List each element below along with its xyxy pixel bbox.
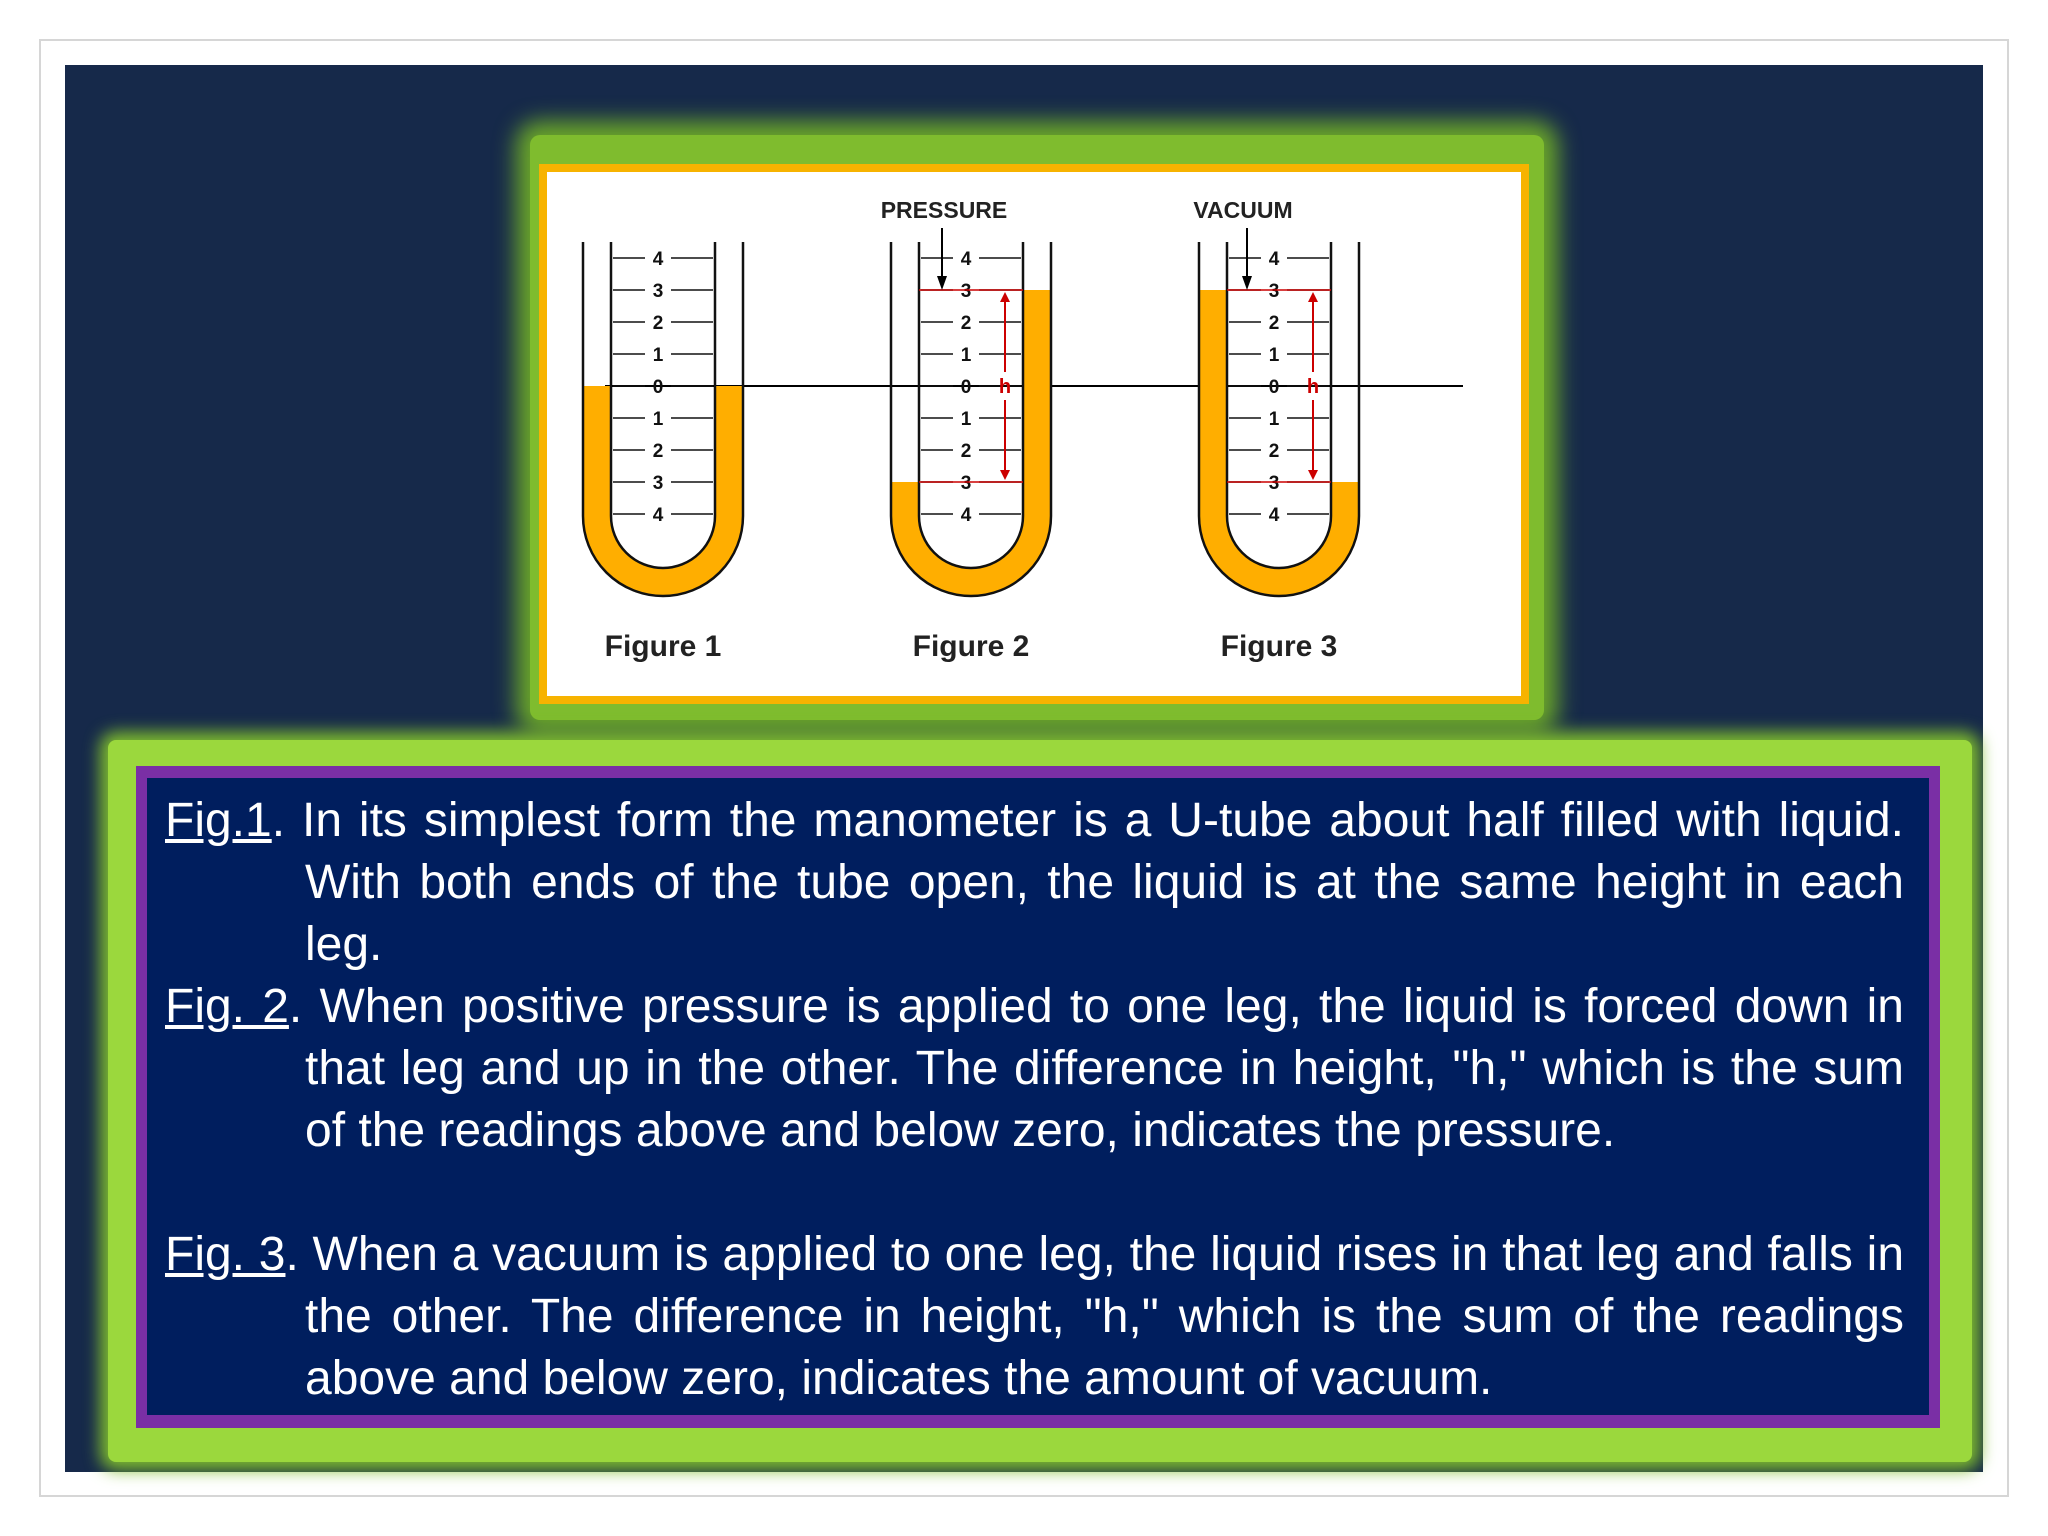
scale-label: 3 xyxy=(652,281,664,302)
fig2-label: Fig. 2 xyxy=(165,980,289,1033)
fig3-label: Fig. 3 xyxy=(165,1228,286,1281)
manometer-diagram xyxy=(539,164,1529,704)
liquid-left-leg xyxy=(583,386,611,516)
scale-label: 1 xyxy=(960,345,972,366)
scale-label: 1 xyxy=(652,345,664,366)
scale-label: 3 xyxy=(652,473,664,494)
fig3-body: . When a vacuum is applied to one leg, the liquid rises in that leg and falls in the other. The difference in height, "h," which is the sum of the readings above and below zero, indicates the amount of vacuum. xyxy=(285,1228,1905,1405)
figure-caption: Figure 1 xyxy=(604,630,722,663)
scale-label: 2 xyxy=(960,313,972,334)
scale-label: 2 xyxy=(960,441,972,462)
scale-label: 0 xyxy=(1268,377,1280,398)
liquid-left-leg xyxy=(891,482,919,516)
scale-label: 1 xyxy=(960,409,972,430)
scale-label: 2 xyxy=(1268,313,1280,334)
scale-label: 4 xyxy=(1268,505,1280,526)
h-arrow-up-head xyxy=(1308,292,1318,302)
fig2-body: . When positive pressure is applied to one leg, the liquid is forced down in that leg and up in the other. The difference in height, "h," which is the sum of the readings above and below zero, indicates the pressure. xyxy=(288,980,1905,1157)
liquid-right-leg xyxy=(1331,482,1359,516)
figure-caption: Figure 2 xyxy=(912,630,1030,663)
h-label: h xyxy=(998,376,1012,398)
pressure-label: PRESSURE xyxy=(880,197,1008,223)
scale-label: 2 xyxy=(652,313,664,334)
scale-label: 3 xyxy=(960,281,972,302)
h-label: h xyxy=(1306,376,1320,398)
vacuum-label: VACUUM xyxy=(1193,197,1293,223)
scale-label: 1 xyxy=(652,409,664,430)
scale-label: 4 xyxy=(960,505,972,526)
scale-label: 3 xyxy=(1268,473,1280,494)
vacuum-arrow xyxy=(1242,228,1252,290)
liquid-left-leg xyxy=(1199,290,1227,516)
scale-label: 3 xyxy=(1268,281,1280,302)
h-arrow-down-head xyxy=(1000,470,1010,480)
pressure-arrow xyxy=(937,228,947,290)
scale-label: 4 xyxy=(1268,249,1280,270)
h-arrow-down-head xyxy=(1308,470,1318,480)
scale-label: 4 xyxy=(652,249,664,270)
scale-label: 2 xyxy=(652,441,664,462)
fig1-body: . In its simplest form the manometer is a U-tube about half filled with liquid. With both ends of the tube open, the liquid is at the same height in each leg. xyxy=(271,794,1904,971)
fig2-description xyxy=(165,976,1904,1162)
scale-label: 0 xyxy=(960,377,972,398)
fig3-description xyxy=(165,1224,1904,1410)
scale-label: 4 xyxy=(652,505,664,526)
h-arrow-up-head xyxy=(1000,292,1010,302)
scale-label: 1 xyxy=(1268,409,1280,430)
scale-label: 0 xyxy=(652,377,664,398)
manometer-figure-2 xyxy=(891,242,1051,663)
scale-label: 1 xyxy=(1268,345,1280,366)
liquid-right-leg xyxy=(715,386,743,516)
manometer-svg xyxy=(547,172,1521,696)
liquid-right-leg xyxy=(1023,290,1051,516)
scale-label: 3 xyxy=(960,473,972,494)
scale-label: 4 xyxy=(960,249,972,270)
figure-caption: Figure 3 xyxy=(1220,630,1338,663)
manometer-figure-1 xyxy=(583,242,743,663)
fig1-description xyxy=(165,790,1904,976)
manometer-figure-3 xyxy=(1199,242,1359,663)
fig1-label: Fig.1 xyxy=(165,794,272,847)
scale-label: 2 xyxy=(1268,441,1280,462)
